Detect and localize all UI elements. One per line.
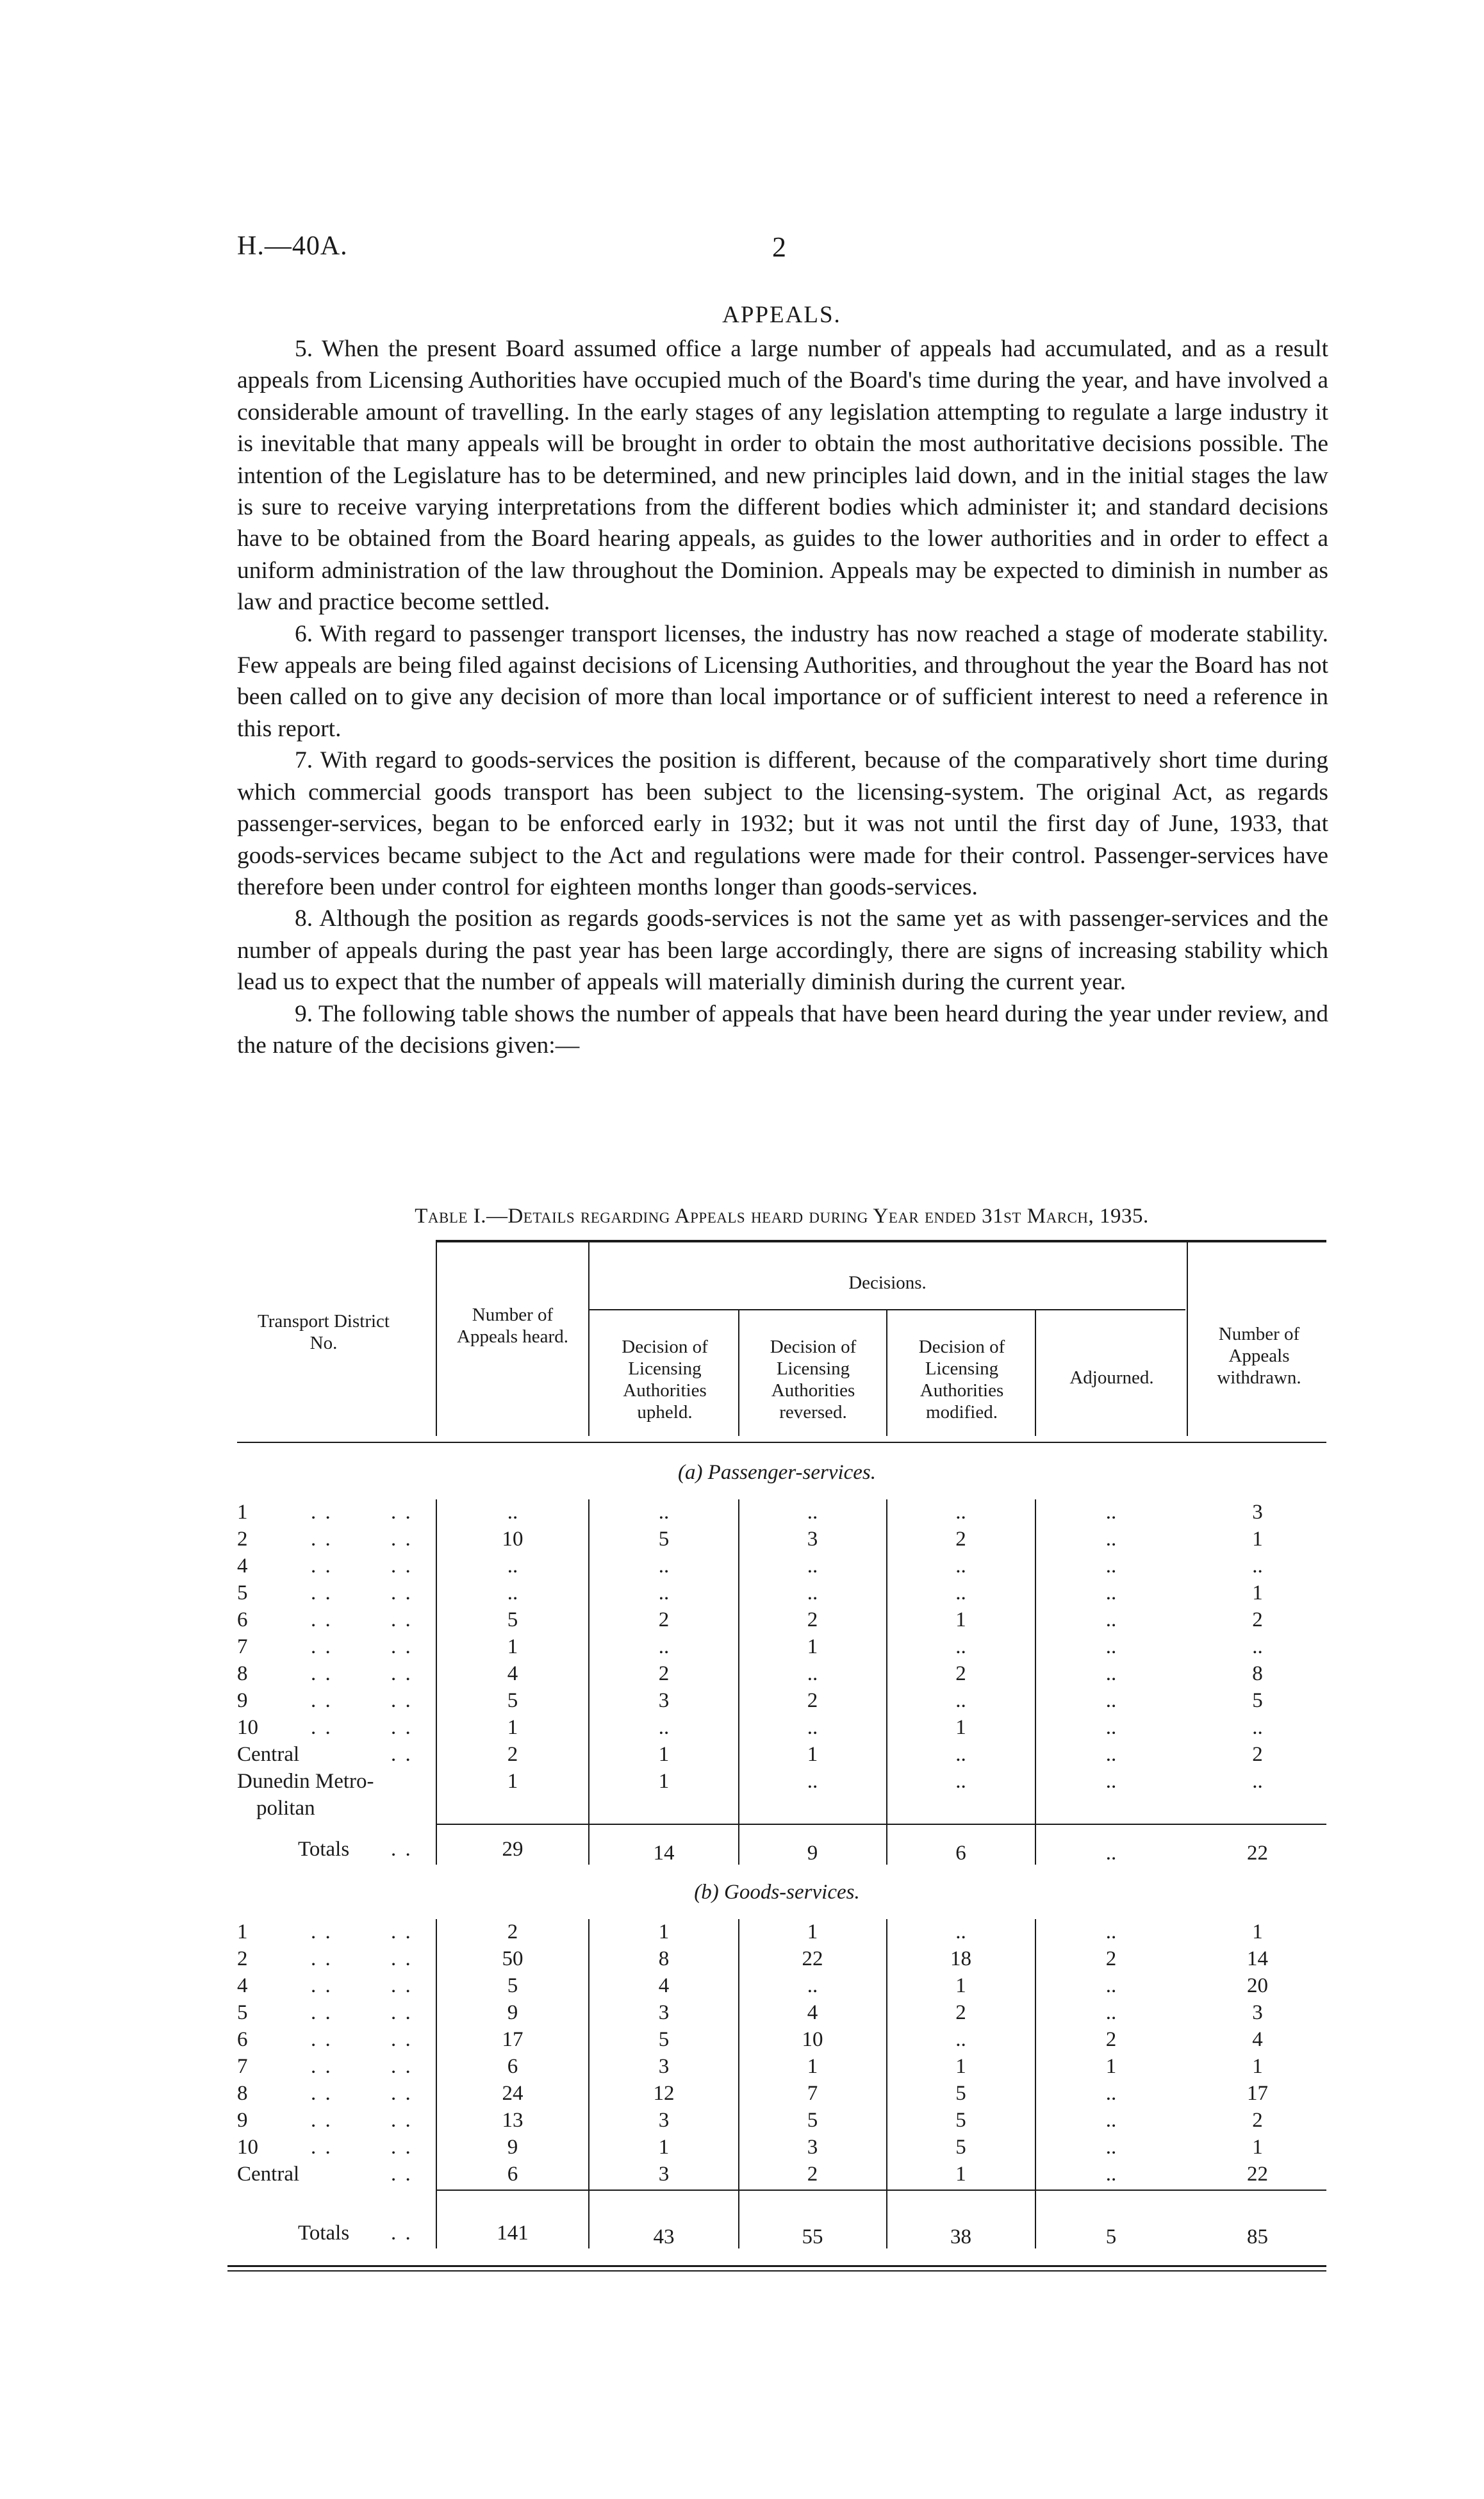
passenger-leader-dots: . . bbox=[391, 1581, 413, 1604]
passenger-cell-reversed: 3 bbox=[807, 1528, 818, 1551]
goods-cell-adjourned: .. bbox=[1105, 2136, 1117, 2159]
passenger-col-divider bbox=[738, 1499, 739, 1865]
goods-cell-modified: 1 bbox=[955, 2163, 966, 2186]
goods-cell-reversed: 4 bbox=[807, 2001, 818, 2024]
goods-cell-heard: 9 bbox=[507, 2136, 518, 2159]
goods-cell-heard: 50 bbox=[502, 1947, 524, 1970]
goods-col-divider bbox=[738, 1919, 739, 2248]
passenger-totals-upheld: 14 bbox=[653, 1842, 675, 1865]
passenger-cell-modified: 1 bbox=[955, 1608, 966, 1631]
goods-cell-modified: 1 bbox=[955, 2055, 966, 2078]
passenger-cell-adjourned: .. bbox=[1105, 1770, 1117, 1793]
passenger-leader-dots: . . bbox=[311, 1635, 333, 1658]
goods-totals-upheld: 43 bbox=[653, 2225, 675, 2248]
goods-row-label: 2 bbox=[237, 1947, 248, 1970]
passenger-leader-dots: . . bbox=[391, 1716, 413, 1739]
passenger-row-label-continued: politan bbox=[256, 1797, 315, 1820]
passenger-cell-adjourned: .. bbox=[1105, 1555, 1117, 1578]
goods-cell-reversed: 1 bbox=[807, 1920, 818, 1943]
goods-cell-upheld: 3 bbox=[658, 2001, 670, 2024]
goods-cell-modified: 5 bbox=[955, 2109, 966, 2132]
passenger-leader-dots: . . bbox=[311, 1581, 333, 1604]
passenger-cell-upheld: 2 bbox=[658, 1662, 670, 1685]
goods-cell-reversed: 3 bbox=[807, 2136, 818, 2159]
goods-cell-heard: 5 bbox=[507, 1974, 518, 1997]
header-modified: Decision of Licensing Authorities modified. bbox=[918, 1337, 1005, 1423]
goods-cell-heard: 9 bbox=[507, 2001, 518, 2024]
passenger-leader-dots: . . bbox=[391, 1743, 413, 1766]
goods-cell-adjourned: .. bbox=[1105, 2001, 1117, 2024]
passenger-cell-modified: .. bbox=[955, 1635, 966, 1658]
passenger-cell-upheld: 1 bbox=[658, 1743, 670, 1766]
passenger-leader-dots: . . bbox=[311, 1555, 333, 1578]
goods-row-label: 6 bbox=[237, 2028, 248, 2051]
goods-leader-dots: . . bbox=[311, 2055, 333, 2078]
passenger-cell-reversed: 1 bbox=[807, 1635, 818, 1658]
goods-leader-dots: . . bbox=[391, 2028, 413, 2051]
passenger-cell-reversed: .. bbox=[807, 1501, 818, 1524]
col-divider-3 bbox=[738, 1309, 739, 1436]
passenger-cell-adjourned: .. bbox=[1105, 1716, 1117, 1739]
passenger-row-label: 2 bbox=[237, 1528, 248, 1551]
passenger-cell-reversed: .. bbox=[807, 1770, 818, 1793]
goods-leader-dots: . . bbox=[391, 2001, 413, 2024]
passenger-cell-upheld: 1 bbox=[658, 1770, 670, 1793]
goods-totals-dots: . . bbox=[391, 2222, 413, 2245]
passenger-cell-heard: .. bbox=[507, 1501, 518, 1524]
goods-cell-reversed: 1 bbox=[807, 2055, 818, 2078]
passenger-cell-adjourned: .. bbox=[1105, 1581, 1117, 1604]
subhead-passenger-services: (a) Passenger-services. bbox=[677, 1461, 877, 1484]
goods-cell-upheld: 3 bbox=[658, 2109, 670, 2132]
goods-cell-adjourned: 2 bbox=[1105, 1947, 1117, 1970]
goods-cell-withdrawn: 17 bbox=[1247, 2082, 1268, 2105]
goods-totals-heard: 141 bbox=[497, 2222, 529, 2245]
passenger-cell-reversed: .. bbox=[807, 1716, 818, 1739]
goods-totals-withdrawn: 85 bbox=[1247, 2225, 1268, 2248]
passenger-cell-withdrawn: 2 bbox=[1252, 1743, 1263, 1766]
col-divider-1 bbox=[436, 1240, 437, 1436]
passenger-cell-withdrawn: .. bbox=[1252, 1555, 1263, 1578]
goods-cell-heard: 6 bbox=[507, 2163, 518, 2186]
passenger-cell-adjourned: .. bbox=[1105, 1608, 1117, 1631]
goods-cell-reversed: 22 bbox=[802, 1947, 823, 1970]
passenger-cell-adjourned: .. bbox=[1105, 1528, 1117, 1551]
passenger-cell-adjourned: .. bbox=[1105, 1662, 1117, 1685]
passenger-leader-dots: . . bbox=[311, 1716, 333, 1739]
goods-cell-heard: 24 bbox=[502, 2082, 524, 2105]
goods-leader-dots: . . bbox=[391, 1920, 413, 1943]
goods-cell-heard: 13 bbox=[502, 2109, 524, 2132]
goods-leader-dots: . . bbox=[311, 2136, 333, 2159]
passenger-col-divider bbox=[588, 1499, 589, 1865]
goods-cell-upheld: 5 bbox=[658, 2028, 670, 2051]
goods-cell-modified: 5 bbox=[955, 2082, 966, 2105]
paragraph-7: 7. With regard to goods-services the position is different, because of the comparatively short time during which commercial goods transport has been subject to the licensing-system. The original Act, as regards passenger-services, began to be enforced early in 1932; but it was not until the first day of June, 1933, that goods-services became subject to the Act and regulations were made for their control. Passenger-services have therefore been under control for eighteen months longer than goods-services. bbox=[237, 747, 1328, 900]
table-top-rule bbox=[436, 1240, 1326, 1242]
passenger-cell-upheld: .. bbox=[658, 1555, 670, 1578]
passenger-leader-dots: . . bbox=[391, 1528, 413, 1551]
passenger-cell-upheld: 2 bbox=[658, 1608, 670, 1631]
passenger-col-divider bbox=[436, 1499, 437, 1865]
passenger-leader-dots: . . bbox=[311, 1528, 333, 1551]
goods-cell-reversed: 2 bbox=[807, 2163, 818, 2186]
goods-cell-adjourned: 2 bbox=[1105, 2028, 1117, 2051]
paragraph-9: 9. The following table shows the number of appeals that have been heard during the year under review, and the nature of the decisions given:— bbox=[237, 1000, 1328, 1059]
header-appeals-heard: Number of Appeals heard. bbox=[457, 1305, 568, 1347]
passenger-totals-withdrawn: 22 bbox=[1247, 1842, 1268, 1865]
goods-col-divider bbox=[1035, 1919, 1036, 2248]
passenger-row-label: 10 bbox=[237, 1716, 258, 1739]
passenger-row-label: 1 bbox=[237, 1501, 248, 1524]
goods-leader-dots: . . bbox=[311, 2109, 333, 2132]
goods-totals-adjourned: 5 bbox=[1105, 2225, 1117, 2248]
goods-cell-withdrawn: 3 bbox=[1252, 2001, 1263, 2024]
goods-cell-withdrawn: 20 bbox=[1247, 1974, 1268, 1997]
page-number: 2 bbox=[772, 231, 786, 263]
goods-totals-modified: 38 bbox=[950, 2225, 971, 2248]
goods-totals-label: Totals bbox=[298, 2222, 350, 2245]
header-reversed: Decision of Licensing Authorities reversed. bbox=[770, 1337, 857, 1423]
passenger-cell-heard: .. bbox=[507, 1555, 518, 1578]
passenger-leader-dots: . . bbox=[311, 1501, 333, 1524]
header-withdrawn: Number of Appeals withdrawn. bbox=[1217, 1324, 1301, 1388]
passenger-cell-upheld: .. bbox=[658, 1635, 670, 1658]
goods-cell-upheld: 3 bbox=[658, 2163, 670, 2186]
goods-bottom-rule-2 bbox=[227, 2270, 1326, 2272]
paragraph-6: 6. With regard to passenger transport licenses, the industry has now reached a stage of moderate stability. Few appeals are being filed against decisions of Licensing Authorities, and throughout the year the Board has not been called on to give any decision of more than local importance or of sufficient interest to need a reference in this report. bbox=[237, 620, 1328, 742]
paragraph-8: 8. Although the position as regards goods-services is not the same yet as with passenger-services and the number of appeals during the past year has been large accordingly, there are signs of increasing stability which lead us to expect that the number of appeals will materially diminish during the current year. bbox=[237, 905, 1328, 996]
goods-cell-reversed: 10 bbox=[802, 2028, 823, 2051]
passenger-cell-adjourned: .. bbox=[1105, 1635, 1117, 1658]
goods-cell-adjourned: .. bbox=[1105, 2163, 1117, 2186]
goods-cell-heard: 6 bbox=[507, 2055, 518, 2078]
goods-leader-dots: . . bbox=[311, 1920, 333, 1943]
col-divider-2 bbox=[588, 1240, 589, 1436]
goods-row-label: 7 bbox=[237, 2055, 248, 2078]
goods-cell-modified: 2 bbox=[955, 2001, 966, 2024]
col-divider-5 bbox=[1035, 1309, 1036, 1436]
goods-cell-reversed: .. bbox=[807, 1974, 818, 1997]
passenger-cell-withdrawn: 5 bbox=[1252, 1689, 1263, 1712]
goods-row-label: 5 bbox=[237, 2001, 248, 2024]
body-text bbox=[237, 333, 1328, 1061]
goods-leader-dots: . . bbox=[391, 2082, 413, 2105]
passenger-leader-dots: . . bbox=[311, 1662, 333, 1685]
appeals-table bbox=[227, 1240, 1326, 2246]
header-bottom-rule bbox=[237, 1442, 1326, 1443]
passenger-cell-reversed: 2 bbox=[807, 1608, 818, 1631]
table-caption-prefix: Table I.— bbox=[415, 1205, 508, 1228]
passenger-cell-heard: 1 bbox=[507, 1635, 518, 1658]
goods-cell-reversed: 7 bbox=[807, 2082, 818, 2105]
passenger-cell-modified: 2 bbox=[955, 1662, 966, 1685]
goods-leader-dots: . . bbox=[391, 2109, 413, 2132]
passenger-cell-adjourned: .. bbox=[1105, 1689, 1117, 1712]
passenger-cell-withdrawn: .. bbox=[1252, 1770, 1263, 1793]
goods-cell-withdrawn: 1 bbox=[1252, 2136, 1263, 2159]
goods-leader-dots: . . bbox=[391, 2136, 413, 2159]
goods-totals-reversed: 55 bbox=[802, 2225, 823, 2248]
passenger-cell-upheld: .. bbox=[658, 1581, 670, 1604]
passenger-cell-upheld: .. bbox=[658, 1716, 670, 1739]
passenger-leader-dots: . . bbox=[311, 1608, 333, 1631]
goods-cell-upheld: 1 bbox=[658, 1920, 670, 1943]
goods-leader-dots: . . bbox=[391, 2163, 413, 2186]
passenger-totals-modified: 6 bbox=[955, 1842, 966, 1865]
goods-leader-dots: . . bbox=[311, 2028, 333, 2051]
page-header bbox=[237, 231, 1326, 269]
goods-leader-dots: . . bbox=[391, 2055, 413, 2078]
passenger-totals-dots: . . bbox=[391, 1838, 413, 1861]
goods-leader-dots: . . bbox=[311, 2082, 333, 2105]
col-divider-4 bbox=[886, 1309, 887, 1436]
passenger-totals-reversed: 9 bbox=[807, 1842, 818, 1865]
passenger-cell-modified: .. bbox=[955, 1770, 966, 1793]
goods-cell-modified: 18 bbox=[950, 1947, 971, 1970]
report-reference: H.—40A. bbox=[237, 231, 348, 261]
goods-cell-adjourned: .. bbox=[1105, 1974, 1117, 1997]
goods-row-label: 9 bbox=[237, 2109, 248, 2132]
passenger-cell-modified: 1 bbox=[955, 1716, 966, 1739]
passenger-cell-reversed: .. bbox=[807, 1581, 818, 1604]
section-title: APPEALS. bbox=[722, 302, 841, 328]
passenger-cell-heard: 5 bbox=[507, 1689, 518, 1712]
passenger-leader-dots: . . bbox=[391, 1555, 413, 1578]
passenger-row-label: Dunedin Metro- bbox=[237, 1770, 374, 1793]
goods-cell-modified: .. bbox=[955, 1920, 966, 1943]
goods-row-label: 4 bbox=[237, 1974, 248, 1997]
passenger-cell-modified: 2 bbox=[955, 1528, 966, 1551]
passenger-cell-withdrawn: 3 bbox=[1252, 1501, 1263, 1524]
passenger-cell-heard: 10 bbox=[502, 1528, 524, 1551]
goods-cell-modified: .. bbox=[955, 2028, 966, 2051]
subhead-goods-services: (b) Goods-services. bbox=[694, 1881, 860, 1904]
goods-cell-upheld: 1 bbox=[658, 2136, 670, 2159]
goods-col-divider bbox=[588, 1919, 589, 2248]
passenger-cell-reversed: 1 bbox=[807, 1743, 818, 1766]
passenger-cell-upheld: 3 bbox=[658, 1689, 670, 1712]
passenger-cell-adjourned: .. bbox=[1105, 1501, 1117, 1524]
goods-bottom-rule bbox=[227, 2265, 1326, 2267]
passenger-cell-withdrawn: 8 bbox=[1252, 1662, 1263, 1685]
goods-leader-dots: . . bbox=[311, 2001, 333, 2024]
header-transport-district: Transport District No. bbox=[258, 1311, 390, 1353]
passenger-cell-withdrawn: 2 bbox=[1252, 1608, 1263, 1631]
goods-row-label: 8 bbox=[237, 2082, 248, 2105]
passenger-cell-modified: .. bbox=[955, 1743, 966, 1766]
passenger-totals-heard: 29 bbox=[502, 1838, 524, 1861]
header-decisions: Decisions. bbox=[848, 1273, 927, 1293]
passenger-row-label: 4 bbox=[237, 1555, 248, 1578]
passenger-totals-label: Totals bbox=[298, 1838, 350, 1861]
goods-cell-upheld: 3 bbox=[658, 2055, 670, 2078]
passenger-col-divider bbox=[1035, 1499, 1036, 1865]
table-caption-title: Details regarding Appeals heard during Year ended 31st March, 1935. bbox=[507, 1205, 1149, 1228]
passenger-row-label: 7 bbox=[237, 1635, 248, 1658]
goods-row-label: 1 bbox=[237, 1920, 248, 1943]
passenger-leader-dots: . . bbox=[391, 1608, 413, 1631]
goods-cell-heard: 17 bbox=[502, 2028, 524, 2051]
passenger-row-label: 9 bbox=[237, 1689, 248, 1712]
passenger-leader-dots: . . bbox=[391, 1501, 413, 1524]
goods-row-label: 10 bbox=[237, 2136, 258, 2159]
goods-cell-reversed: 5 bbox=[807, 2109, 818, 2132]
goods-cell-withdrawn: 2 bbox=[1252, 2109, 1263, 2132]
goods-cell-adjourned: .. bbox=[1105, 2109, 1117, 2132]
goods-cell-withdrawn: 4 bbox=[1252, 2028, 1263, 2051]
passenger-leader-dots: . . bbox=[391, 1689, 413, 1712]
paragraph-5: 5. When the present Board assumed office a large number of appeals had accumulated, and as a result appeals from Licensing Authorities have occupied much of the Board's time during the year, and have involved a considerable amount of travelling. In the early stages of any legislation attempting to regulate a large industry it is inevitable that many appeals will be brought in order to obtain the most authoritative decisions possible. The intention of the Legislature has to be determined, and new principles laid down, and in the initial stages the law is sure to receive varying interpretations from the different bodies which administer it; and standard decisions have to be obtained from the Board hearing appeals, as guides to the lower authorities and in order to effect a uniform administration of the law throughout the Dominion. Appeals may be expected to diminish in number as law and practice become settled. bbox=[237, 336, 1328, 616]
goods-totals-rule bbox=[436, 2190, 1326, 2191]
passenger-cell-reversed: .. bbox=[807, 1555, 818, 1578]
passenger-cell-upheld: 5 bbox=[658, 1528, 670, 1551]
goods-leader-dots: . . bbox=[311, 1947, 333, 1970]
table-caption bbox=[237, 1205, 1326, 1228]
passenger-cell-heard: 1 bbox=[507, 1716, 518, 1739]
passenger-cell-reversed: 2 bbox=[807, 1689, 818, 1712]
goods-cell-adjourned: 1 bbox=[1105, 2055, 1117, 2078]
passenger-cell-modified: .. bbox=[955, 1501, 966, 1524]
passenger-row-label: Central bbox=[237, 1743, 300, 1766]
goods-leader-dots: . . bbox=[311, 1974, 333, 1997]
passenger-cell-modified: .. bbox=[955, 1689, 966, 1712]
passenger-totals-rule bbox=[436, 1824, 1326, 1825]
goods-cell-withdrawn: 1 bbox=[1252, 1920, 1263, 1943]
passenger-cell-withdrawn: 1 bbox=[1252, 1581, 1263, 1604]
passenger-cell-heard: 4 bbox=[507, 1662, 518, 1685]
passenger-row-label: 5 bbox=[237, 1581, 248, 1604]
col-divider-6 bbox=[1187, 1240, 1188, 1436]
goods-cell-upheld: 8 bbox=[658, 1947, 670, 1970]
goods-cell-adjourned: .. bbox=[1105, 2082, 1117, 2105]
goods-leader-dots: . . bbox=[391, 1947, 413, 1970]
passenger-leader-dots: . . bbox=[391, 1662, 413, 1685]
passenger-leader-dots: . . bbox=[391, 1635, 413, 1658]
passenger-cell-withdrawn: .. bbox=[1252, 1635, 1263, 1658]
passenger-row-label: 6 bbox=[237, 1608, 248, 1631]
passenger-cell-heard: 1 bbox=[507, 1770, 518, 1793]
passenger-cell-adjourned: .. bbox=[1105, 1743, 1117, 1766]
passenger-cell-withdrawn: .. bbox=[1252, 1716, 1263, 1739]
goods-col-divider bbox=[436, 1919, 437, 2248]
passenger-cell-modified: .. bbox=[955, 1581, 966, 1604]
goods-cell-withdrawn: 1 bbox=[1252, 2055, 1263, 2078]
passenger-cell-reversed: .. bbox=[807, 1662, 818, 1685]
passenger-leader-dots: . . bbox=[311, 1689, 333, 1712]
passenger-row-label: 8 bbox=[237, 1662, 248, 1685]
goods-cell-heard: 2 bbox=[507, 1920, 518, 1943]
decisions-underline bbox=[589, 1309, 1185, 1310]
goods-cell-withdrawn: 22 bbox=[1247, 2163, 1268, 2186]
goods-cell-withdrawn: 14 bbox=[1247, 1947, 1268, 1970]
passenger-totals-adjourned: .. bbox=[1105, 1842, 1117, 1865]
goods-cell-modified: 5 bbox=[955, 2136, 966, 2159]
passenger-col-divider bbox=[886, 1499, 887, 1865]
header-upheld: Decision of Licensing Authorities upheld. bbox=[622, 1337, 708, 1423]
goods-cell-adjourned: .. bbox=[1105, 1920, 1117, 1943]
passenger-cell-modified: .. bbox=[955, 1555, 966, 1578]
goods-row-label: Central bbox=[237, 2163, 300, 2186]
goods-cell-upheld: 4 bbox=[658, 1974, 670, 1997]
goods-col-divider bbox=[886, 1919, 887, 2248]
goods-leader-dots: . . bbox=[391, 1974, 413, 1997]
passenger-cell-heard: 2 bbox=[507, 1743, 518, 1766]
passenger-cell-upheld: .. bbox=[658, 1501, 670, 1524]
passenger-cell-heard: 5 bbox=[507, 1608, 518, 1631]
goods-cell-modified: 1 bbox=[955, 1974, 966, 1997]
passenger-cell-withdrawn: 1 bbox=[1252, 1528, 1263, 1551]
header-adjourned: Adjourned. bbox=[1069, 1367, 1154, 1388]
goods-cell-upheld: 12 bbox=[653, 2082, 675, 2105]
passenger-cell-heard: .. bbox=[507, 1581, 518, 1604]
